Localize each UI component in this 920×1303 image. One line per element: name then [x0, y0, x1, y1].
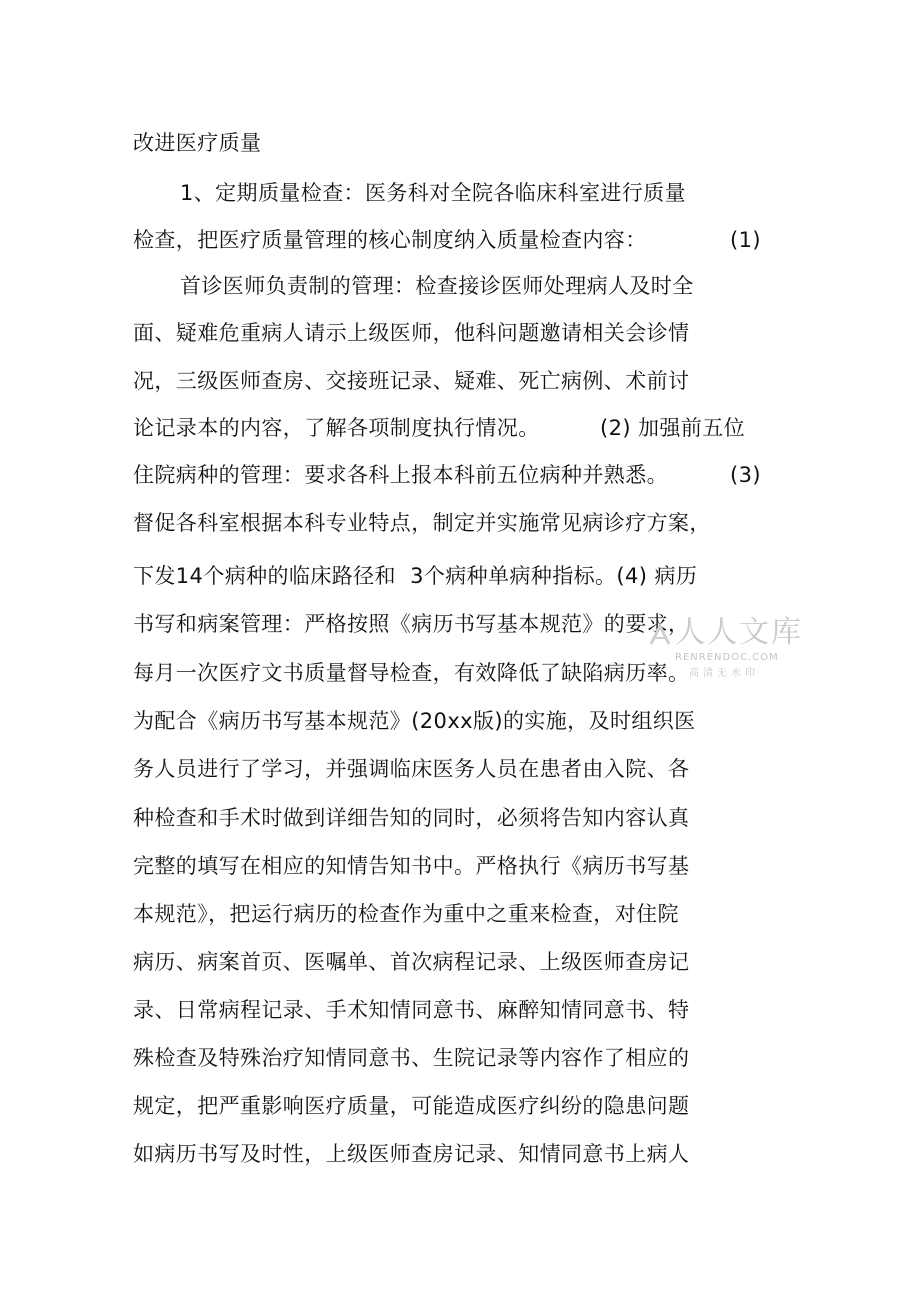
text-line: 病历、病案首页、医嘱单、首次病程记录、上级医师查房记: [133, 950, 690, 974]
text-line: 面、疑难危重病人请示上级医师，他科问题邀请相关会诊情: [133, 321, 690, 345]
text-line: 规定，把严重影响医疗质量，可能造成医疗纠纷的隐患问题: [133, 1094, 690, 1118]
text-line: 书写和病案管理：严格按照《病历书写基本规范》的要求，: [133, 612, 690, 636]
watermark-title: 人人文库: [675, 615, 803, 650]
text-line: 督促各科室根据本科专业特点，制定并实施常见病诊疗方案，: [133, 511, 711, 535]
text-line: 录、日常病程记录、手术知情同意书、麻醉知情同意书、特: [133, 998, 690, 1022]
text-line: 下发14个病种的临床路径和 3个病种单病种指标。(4) 病历: [133, 564, 698, 588]
text-line: 本规范》，把运行病历的检查作为重中之重来检查，对住院: [133, 902, 679, 926]
text-line: 为配合《病历书写基本规范》(20xx版)的实施，及时组织医: [133, 709, 696, 733]
text-line: 1、定期质量检查：医务科对全院各临床科室进行质量: [180, 181, 686, 205]
text-line: 殊检查及特殊治疗知情同意书、生院记录等内容作了相应的: [133, 1046, 690, 1070]
watermark: [645, 612, 803, 692]
section-heading: 改进医疗质量: [133, 131, 262, 155]
text-line: 每月一次医疗文书质量督导检查，有效降低了缺陷病历率。: [133, 661, 690, 685]
text-line: 住院病种的管理：要求各科上报本科前五位病种并熟悉。: [133, 463, 668, 487]
text-line: 首诊医师负责制的管理：检查接诊医师处理病人及时全: [180, 274, 694, 298]
text-line: (1): [730, 228, 761, 252]
text-line: (2) 加强前五位: [600, 416, 746, 440]
text-line: 种检查和手术时做到详细告知的同时，必须将告知内容认真: [133, 806, 690, 830]
watermark-logo-icon: [647, 622, 673, 648]
text-line: 检查，把医疗质量管理的核心制度纳入质量检查内容：: [133, 228, 647, 252]
watermark-subtitle: 高清无水印: [689, 668, 759, 679]
text-line: 况，三级医师查房、交接班记录、疑难、死亡病例、术前讨: [133, 369, 690, 393]
watermark-url: RENRENDOC.COM: [675, 652, 779, 663]
text-line: 如病历书写及时性，上级医师查房记录、知情同意书上病人: [133, 1142, 690, 1166]
text-line: 务人员进行了学习，并强调临床医务人员在患者由入院、各: [133, 757, 690, 781]
text-line: 完整的填写在相应的知情告知书中。严格执行《病历书写基: [133, 854, 690, 878]
text-line: 论记录本的内容，了解各项制度执行情况。: [133, 416, 540, 440]
text-line: (3): [730, 463, 761, 487]
